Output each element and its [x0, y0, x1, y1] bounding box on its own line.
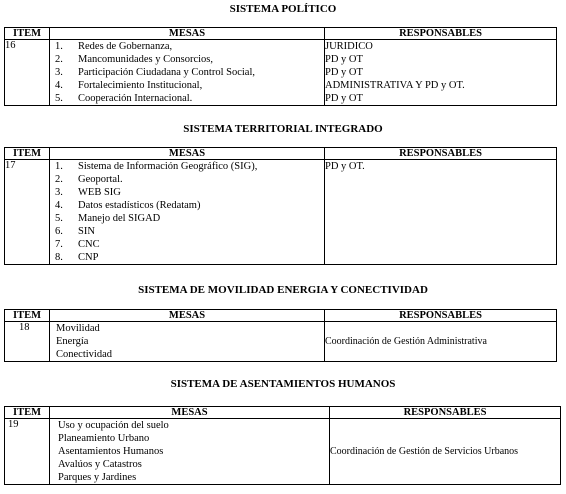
list-item: 3. Participación Ciudadana y Control Social, — [55, 67, 256, 78]
mesas-cell — [50, 40, 325, 106]
responsable-line: JURIDICO — [325, 41, 373, 52]
list-item: 5. Manejo del SIGAD — [55, 213, 161, 224]
responsables-cell — [325, 160, 557, 265]
header-item: ITEM — [5, 28, 50, 40]
item-number: 19 — [5, 419, 50, 485]
section-title-sistema-politico: SISTEMA POLÍTICO — [229, 3, 337, 15]
list-item: 2. Mancomunidades y Consorcios, — [55, 54, 214, 65]
list-item: Conectividad — [56, 349, 112, 360]
list-item: Uso y ocupación del suelo — [58, 420, 169, 431]
list-item: Planeamiento Urbano — [58, 433, 150, 444]
responsables-cell — [325, 40, 557, 106]
list-item: Parques y Jardines — [58, 472, 137, 483]
responsable-line: PD y OT — [325, 54, 363, 65]
list-item: Movilidad — [56, 323, 100, 334]
list-item: Energía — [56, 336, 89, 347]
table-header-row — [5, 28, 557, 40]
responsable-line: PD y OT — [325, 93, 363, 104]
header-responsables: RESPONSABLES — [325, 28, 557, 40]
header-mesas: MESAS — [50, 310, 325, 322]
responsable-line: ADMINISTRATIVA Y PD y OT. — [325, 80, 465, 91]
list-item: 5. Cooperación Internacional. — [55, 93, 193, 104]
table-row — [5, 322, 557, 362]
section-title-sistema-territorial: SISTEMA TERRITORIAL INTEGRADO — [183, 123, 383, 135]
list-item: 8. CNP — [55, 252, 99, 263]
item-number: 16 — [5, 40, 50, 106]
responsable-line: PD y OT. — [325, 161, 365, 172]
mesas-cell — [50, 322, 325, 362]
list-item: 6. SIN — [55, 226, 95, 237]
list-item: Asentamientos Humanos — [58, 446, 164, 457]
header-item: ITEM — [5, 407, 50, 419]
responsable-line: Coordinación de Gestión Administrativa — [325, 336, 487, 347]
list-item: Avalúos y Catastros — [58, 459, 142, 470]
header-responsables: RESPONSABLES — [325, 148, 557, 160]
header-mesas: MESAS — [50, 148, 325, 160]
table-sistema-territorial — [4, 147, 557, 265]
responsable-line: PD y OT — [325, 67, 363, 78]
header-responsables: RESPONSABLES — [325, 310, 557, 322]
item-number: 17 — [5, 160, 50, 265]
list-item: 7. CNC — [55, 239, 100, 250]
responsables-cell — [330, 419, 561, 485]
mesas-cell — [50, 160, 325, 265]
table-header-row — [5, 310, 557, 322]
header-item: ITEM — [5, 148, 50, 160]
table-row — [5, 419, 561, 485]
list-item: 1. Sistema de Información Geográfico (SIG), — [55, 161, 258, 172]
table-sistema-politico — [4, 27, 557, 106]
responsable-line: Coordinación de Gestión de Servicios Urbanos — [330, 446, 519, 457]
table-sistema-asentamientos — [4, 406, 561, 485]
header-mesas: MESAS — [50, 28, 325, 40]
table-row — [5, 160, 557, 265]
item-number: 18 — [5, 322, 50, 362]
list-item: 2. Geoportal. — [55, 174, 123, 185]
mesas-cell — [50, 419, 330, 485]
list-item: 4. Datos estadísticos (Redatam) — [55, 200, 201, 211]
header-mesas: MESAS — [50, 407, 330, 419]
responsables-cell — [325, 322, 557, 362]
section-title-sistema-movilidad: SISTEMA DE MOVILIDAD ENERGIA Y CONECTIVIDAD — [138, 284, 428, 296]
section-title-sistema-asentamientos: SISTEMA DE ASENTAMIENTOS HUMANOS — [170, 378, 396, 390]
list-item: 1. Redes de Gobernanza, — [55, 41, 173, 52]
header-responsables: RESPONSABLES — [330, 407, 561, 419]
list-item: 3. WEB SIG — [55, 187, 121, 198]
table-header-row — [5, 148, 557, 160]
list-item: 4. Fortalecimiento Institucional, — [55, 80, 203, 91]
table-header-row — [5, 407, 561, 419]
table-row — [5, 40, 557, 106]
table-sistema-movilidad — [4, 309, 557, 362]
header-item: ITEM — [5, 310, 50, 322]
